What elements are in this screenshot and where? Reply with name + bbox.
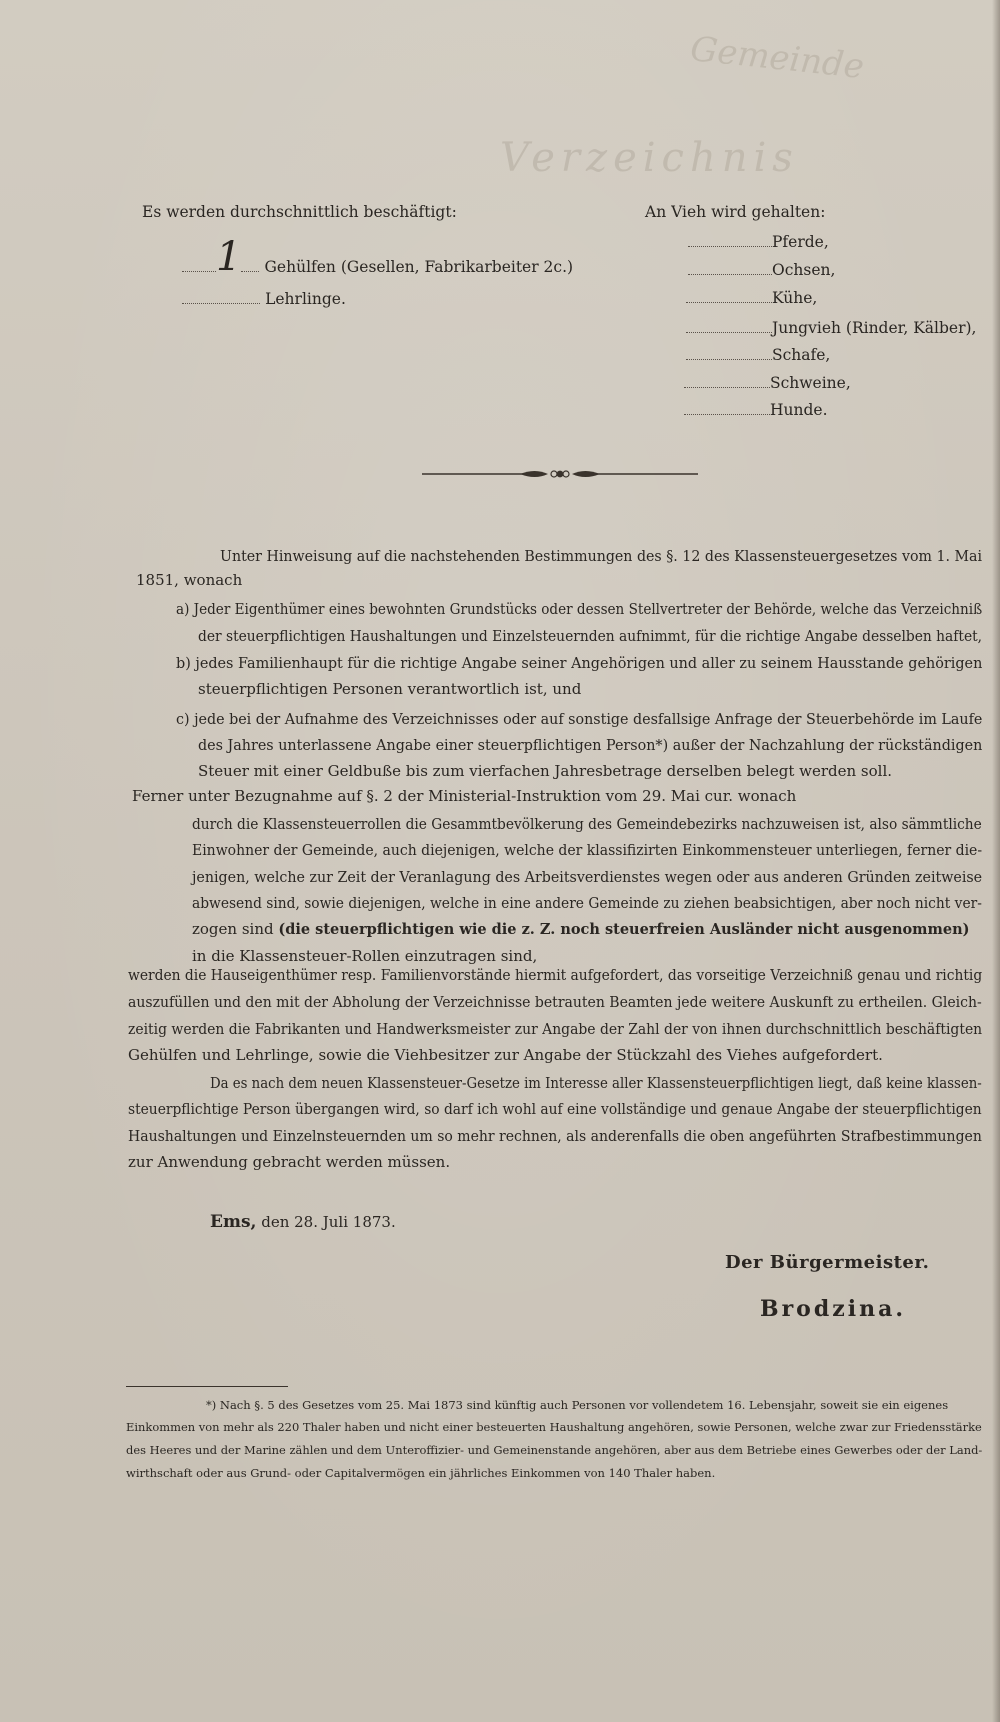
footnote-line1: *) Nach §. 5 des Gesetzes vom 25. Mai 1873 sind künftig auch Personen vor vollendetem 16. Lebensjahr, soweit sie ein eigenes [206, 1398, 949, 1412]
item-c-line3: Steuer mit einer Geldbuße bis zum vierfachen Jahresbetrage derselben belegt werden soll. [198, 762, 893, 780]
footnote-line3: des Heeres und der Marine zählen und dem Unteroffizier- und Gemeinenstande angehören, aber aus dem Betriebe eines Gewerbes oder der Land- [126, 1443, 983, 1457]
para3-line2: auszufüllen und den mit der Abholung der Verzeichnisse betrauten Beamten jede weitere Auskunft zu ertheilen. Gleich- [128, 993, 982, 1011]
helpers-label: Gehülfen (Gesellen, Fabrikarbeiter 2c.) [264, 258, 574, 276]
item-a-line2: der steuerpflichtigen Haushaltungen und Einzelsteuernden aufnimmt, für die richtige Angabe desselben haftet, [198, 627, 983, 645]
para2-line5-prefix: zogen sind [192, 920, 274, 938]
para2-line6: in die Klassensteuer-Rollen einzutragen sind, [192, 947, 538, 965]
bleed-through-top-left: Gemeinde [688, 28, 866, 88]
place: Ems, [210, 1212, 257, 1232]
para3-line3: zeitig werden die Fabrikanten und Handwerksmeister zur Angabe der Zahl der von ihnen durchschnittlich beschäftigten [128, 1020, 983, 1038]
date: den 28. Juli 1873. [261, 1213, 396, 1231]
para1-line1: Unter Hinweisung auf die nachstehenden Bestimmungen des §. 12 des Klassensteuergesetzes vom 1. Mai [220, 547, 983, 565]
item-c-line1: c) jede bei der Aufnahme des Verzeichnisses oder auf sonstige desfallsige Anfrage der Steuerbehörde im Laufe [176, 710, 983, 728]
para2-line5 [192, 920, 970, 938]
apprentices-label: Lehrlinge. [265, 290, 346, 308]
footnote-line4: wirthschaft oder aus Grund- oder Capitalvermögen ein jährliches Einkommen von 140 Thaler haben. [126, 1466, 716, 1480]
livestock-row-oxen: Ochsen, [688, 260, 835, 279]
footnote-rule [126, 1386, 288, 1387]
item-a-line1: a) Jeder Eigenthümer eines bewohnten Grundstücks oder dessen Stellvertreter der Behörde, welche das Verzeichniß [176, 600, 983, 618]
mayor-name: Brodzina. [760, 1296, 907, 1322]
employees-row-helpers [182, 236, 573, 282]
livestock-row-pigs: Schweine, [684, 373, 851, 392]
bleed-through-title: Verzeichnis [500, 135, 799, 181]
para4-line3: Haushaltungen und Einzelnsteuernden um so mehr rechnen, als anderenfalls die oben angeführten Strafbestimmungen [128, 1127, 982, 1145]
para2-line1: durch die Klassensteuerrollen die Gesammtbevölkerung des Gemeindebezirks nachzuweisen ist, also sämmtliche [192, 815, 982, 833]
ornament-divider [420, 462, 700, 486]
livestock-row-young-cattle: Jungvieh (Rinder, Kälber), [686, 318, 976, 337]
livestock-row-horses: Pferde, [688, 232, 829, 251]
para2-line3: jenigen, welche zur Zeit der Veranlagung des Arbeitsverdienstes wegen oder aus anderen Gründen zeitweise [192, 868, 983, 886]
livestock-row-cows: Kühe, [686, 288, 817, 307]
livestock-heading: An Vieh wird gehalten: [645, 203, 826, 221]
footnote-line2: Einkommen von mehr als 220 Thaler haben und nicht einer besteuerten Haushaltung angehören, sowie Personen, welche zwar zur Friedensstärke [126, 1420, 982, 1434]
page-edge-shadow [992, 0, 1000, 1722]
para4-line1: Da es nach dem neuen Klassensteuer-Gesetze im Interesse aller Klassensteuerpflichtigen liegt, daß keine klassen- [210, 1074, 982, 1092]
mayor-title: Der Bürgermeister. [725, 1252, 930, 1273]
item-b-line1: b) jedes Familienhaupt für die richtige Angabe seiner Angehörigen und aller zu seinem Hausstande gehörigen [176, 654, 983, 672]
place-date [210, 1212, 396, 1232]
helpers-count: 1 [216, 234, 242, 280]
para3-line4: Gehülfen und Lehrlinge, sowie die Viehbesitzer zur Angabe der Stückzahl des Viehes aufgefordert. [128, 1046, 883, 1064]
para1-line2: 1851, wonach [136, 571, 243, 589]
para2-intro: Ferner unter Bezugnahme auf §. 2 der Ministerial-Instruktion vom 29. Mai cur. wonach [132, 787, 797, 805]
item-c-line2: des Jahres unterlassene Angabe einer steuerpflichtigen Person*) außer der Nachzahlung der rückständigen [198, 736, 983, 754]
livestock-row-sheep: Schafe, [686, 345, 830, 364]
para4-line2: steuerpflichtige Person übergangen wird, so darf ich wohl auf eine vollständige und genaue Angabe der steuerpflichtigen [128, 1100, 982, 1118]
para2-line5-bold: (die steuerpflichtigen wie die z. Z. noch steuerfreien Ausländer nicht ausgenommen) [278, 921, 970, 938]
item-b-line2: steuerpflichtigen Personen verantwortlich ist, und [198, 680, 582, 698]
employees-heading: Es werden durchschnittlich beschäftigt: [142, 203, 457, 221]
para3-line1: werden die Hauseigenthümer resp. Familienvorstände hiermit aufgefordert, das vorseitige Verzeichniß genau und richtig [128, 966, 983, 984]
para2-line2: Einwohner der Gemeinde, auch diejenigen, welche der klassifizirten Einkommensteuer unterliegen, ferner die- [192, 841, 983, 859]
livestock-row-dogs: Hunde. [684, 400, 828, 419]
para2-line4: abwesend sind, sowie diejenigen, welche in eine andere Gemeinde zu ziehen beabsichtigen, aber noch nicht ver- [192, 894, 982, 912]
para4-line4: zur Anwendung gebracht werden müssen. [128, 1153, 451, 1171]
employees-row-apprentices [182, 289, 346, 308]
